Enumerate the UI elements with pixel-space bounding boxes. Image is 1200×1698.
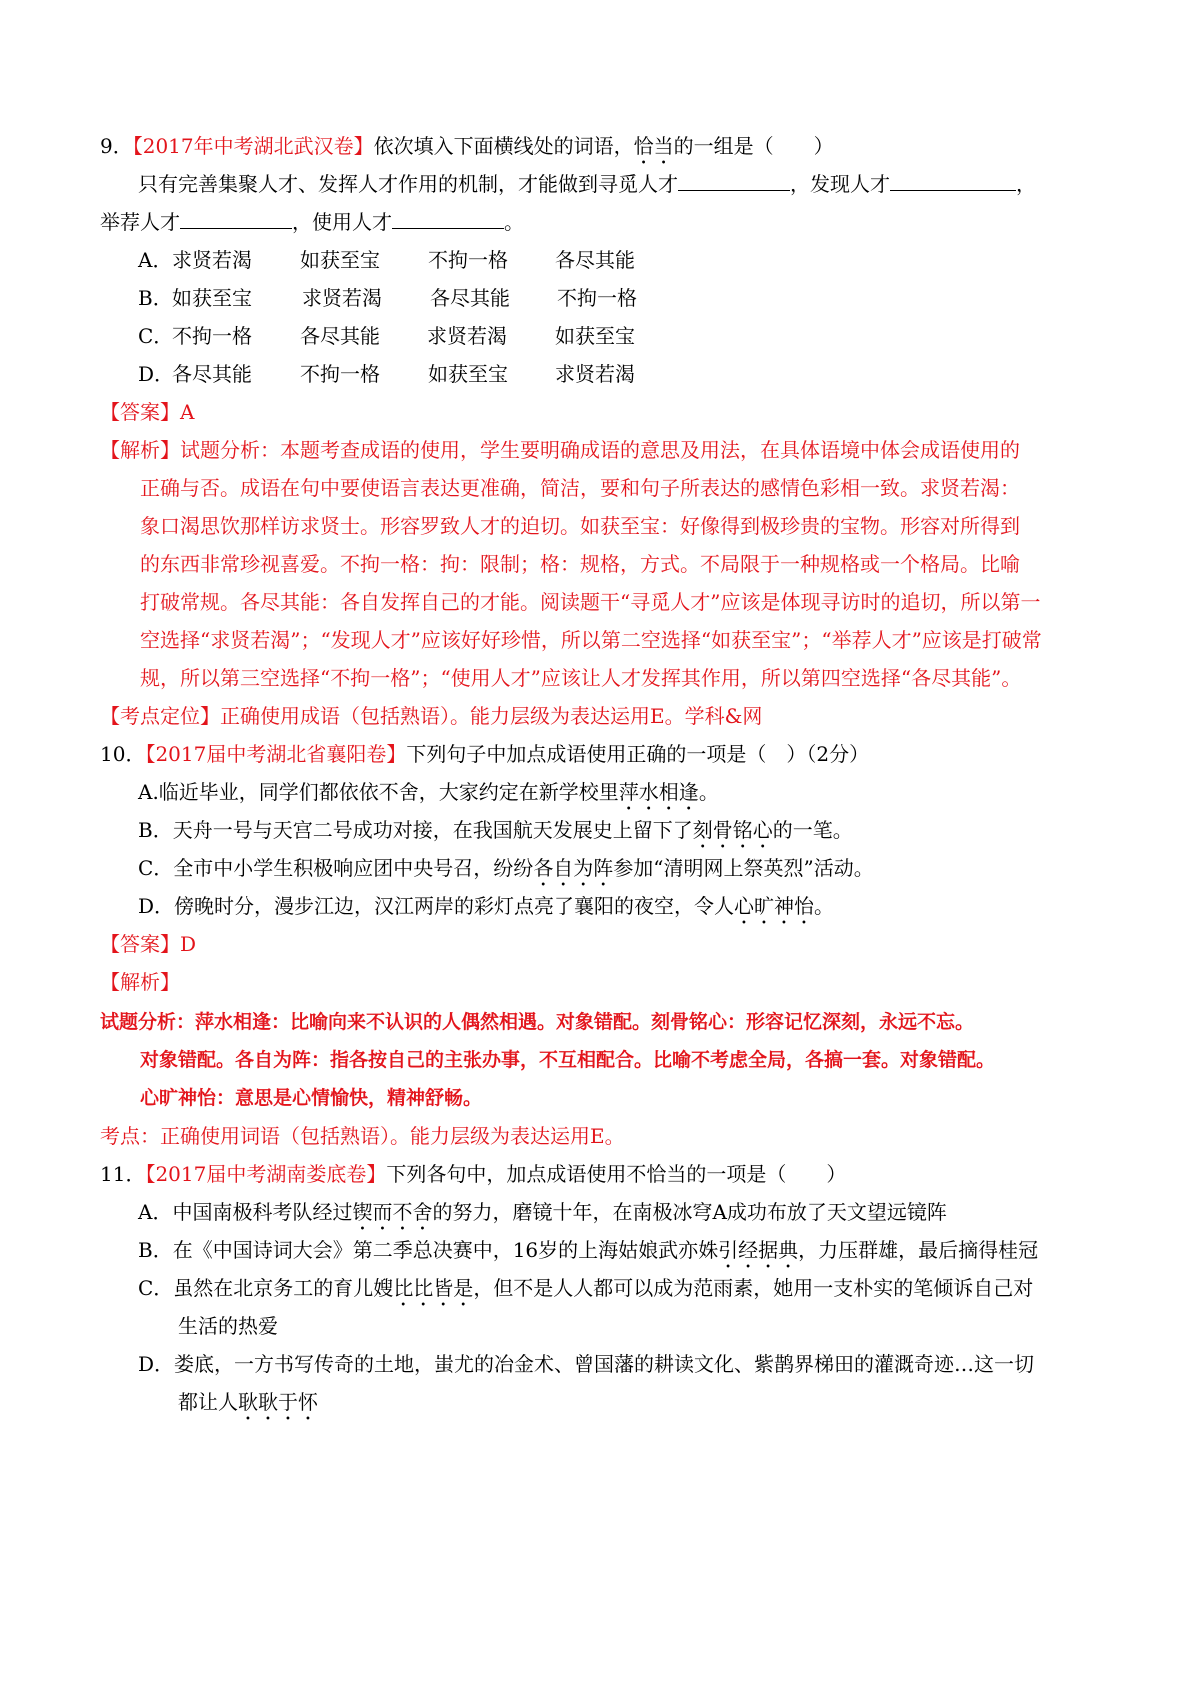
option-label: C． [138,324,174,348]
q9-passage-text-3: ， [1016,172,1036,196]
option-word: 各尽其能 [300,324,380,348]
option-text: ，力压群雄，最后摘得桂冠 [798,1238,1039,1262]
analysis-text: 正确与否。成语在句中要使语言表达更准确，简洁，要和句子所表达的感情色彩相一致。求贤若渴： [140,476,1020,500]
analysis-text: 打破常规。各尽其能：各自发挥自己的才能。阅读题干“寻觅人才”应该是体现寻访时的追切，所以第一 [140,590,1041,614]
option-word: 求贤若渴 [427,324,507,348]
q11-option-a [138,1198,947,1235]
option-label: B． [138,286,173,310]
option-text: D．傍晚时分，漫步江边，汉江两岸的彩灯点亮了襄阳的夜空，令人 [138,894,735,918]
q9-passage-text: 只有完善集聚人才、发挥人才作用的机制，才能做到寻觅人才 [138,172,678,196]
dotted-idiom: 耿耿于怀 [238,1390,318,1414]
point-text: 正确使用成语（包括熟语）。能力层级为表达运用E。学科&网 [220,704,763,728]
analysis-text: 空选择“求贤若渴”；“发现人才”应该好好珍惜，所以第二空选择“如获至宝”；“举荐人才”应该是打破常 [140,628,1042,652]
dotted-idiom: 比比皆是 [393,1276,474,1300]
option-word: 求贤若渴 [172,248,252,272]
option-text: 的努力，磨镜十年，在南极冰穹A成功布放了天文望远镜阵 [432,1200,947,1224]
analysis-text: 的东西非常珍视喜爱。不拘一格：拘：限制；格：规格，方式。不局限于一种规格或一个格局。比喻 [140,552,1020,576]
q10-analysis-label: 【解析】 [100,970,180,994]
option-label: D． [138,362,175,386]
option-text: A．中国南极科考队经过 [138,1200,353,1224]
option-word: 求贤若渴 [555,362,635,386]
option-word: 如获至宝 [300,248,380,272]
option-text: A.临近毕业，同学们都依依不舍，大家约定在新学校里 [138,780,619,804]
option-word: 不拘一格 [428,248,508,272]
q10-stem [100,740,869,768]
q10-number: 10． [100,742,146,766]
q11-option-b [138,1236,1038,1273]
option-word: 不拘一格 [300,362,380,386]
dotted-idiom: 各自为阵 [533,856,614,880]
q10-option-c [138,854,874,891]
q11-option-d [138,1350,1034,1378]
option-text: 。 [698,780,719,804]
option-text: C．虽然在北京务工的育儿嫂 [138,1276,394,1300]
q9-source: 【2017年中考湖北武汉卷】 [132,134,374,158]
dotted-idiom: 刻骨铭心 [692,818,773,842]
answer-value: A [180,400,195,424]
option-text: 都让人 [178,1390,238,1414]
option-word: 如获至宝 [428,362,508,386]
option-text: C．全市中小学生积极响应团中央号召，纷纷 [138,856,534,880]
q9-passage-text-6: 。 [504,210,524,234]
answer-label: 【答案】 [100,932,180,956]
analysis-text: 试题分析：本题考查成语的使用，学生要明确成语的意思及用法，在具体语境中体会成语使用的 [180,438,1020,462]
point-label: 【考点定位】 [100,704,220,728]
q9-passage-text-4: 举荐人才 [100,210,180,234]
option-word: 如获至宝 [555,324,635,348]
q9-passage-text-5: ，使用人才 [292,210,392,234]
analysis-text: 规，所以第三空选择“不拘一格”；“使用人才”应该让人才发挥其作用，所以第四空选择“各尽其能”。 [140,666,1022,690]
fill-blank-1 [678,170,790,191]
q9-answer [100,398,194,426]
q10-source: 【2017届中考湖北省襄阳卷】 [145,742,407,766]
dotted-idiom: 引经据典 [718,1238,799,1262]
option-text: 。 [814,894,835,918]
q10-stem-text: 下列句子中加点成语使用正确的一项是（ ）（2分） [406,742,870,766]
fill-blank-2 [890,170,1016,191]
fill-blank-3 [180,208,292,229]
q10-option-d [138,892,834,929]
fill-blank-4 [392,208,504,229]
q11-number: 11． [100,1162,146,1186]
q9-analysis-line-1 [100,436,1020,464]
option-text: B．天舟一号与天宫二号成功对接，在我国航天发展史上留下了 [138,818,693,842]
option-word: 各尽其能 [430,286,510,310]
q11-option-d-cont [178,1388,318,1425]
q9-point [100,702,762,730]
q9-stem-text: 依次填入下面横线处的词语， [373,134,634,158]
option-word: 如获至宝 [172,286,252,310]
q10-option-a [138,778,719,815]
option-text: D．娄底，一方书写传奇的土地，蚩尤的冶金术、曾国藩的耕读文化、紫鹊界梯田的灌溉奇迹…这一切 [138,1352,1035,1376]
q10-option-b [138,816,853,853]
analysis-label: 【解析】 [100,438,180,462]
option-word: 求贤若渴 [302,286,382,310]
q11-stem-text: 下列各句中，加点成语使用不恰当的一项是（ ） [386,1162,847,1186]
q10-point: 考点：正确使用词语（包括熟语）。能力层级为表达运用E。 [100,1124,625,1148]
dotted-idiom: 萍水相逢 [618,780,699,804]
option-label: A． [138,248,173,272]
q9-passage-line-2 [100,208,524,236]
option-word: 不拘一格 [557,286,637,310]
option-text: 参加“清明网上祭英烈”活动。 [613,856,874,880]
q9-stem [100,132,834,169]
q10-answer [100,930,196,958]
dotted-idiom: 锲而不舍 [352,1200,433,1224]
q9-stem-text-2: 的一组是（ ） [673,134,834,158]
option-text: B．在《中国诗词大会》第二季总决赛中，16岁的上海姑娘武亦姝 [138,1238,719,1262]
q11-stem [100,1160,846,1188]
q11-source: 【2017届中考湖南娄底卷】 [145,1162,387,1186]
q9-stem-dotted: 恰当 [633,134,674,158]
option-text: 的一笔。 [772,818,853,842]
answer-value: D [180,932,197,956]
analysis-text: 象口渴思饮那样访求贤士。形容罗致人才的迫切。如获至宝：好像得到极珍贵的宝物。形容对所得到 [140,514,1020,538]
option-word: 各尽其能 [555,248,635,272]
q9-passage-text-2: ，发现人才 [790,172,890,196]
option-word: 各尽其能 [172,362,252,386]
analysis-text: 对象错配。各自为阵：指各按自己的主张办事，不互相配合。比喻不考虑全局，各搞一套。对象错配。 [140,1049,996,1071]
q11-option-c [138,1274,1033,1311]
q9-passage-line-1 [138,170,1036,198]
dotted-idiom: 心旷神怡 [734,894,815,918]
answer-label: 【答案】 [100,400,180,424]
q9-number: 9． [100,134,133,158]
q11-option-c-cont: 生活的热爱 [178,1314,278,1338]
option-word: 不拘一格 [172,324,252,348]
analysis-text: 心旷神怡：意思是心情愉快，精神舒畅。 [140,1087,483,1109]
option-text: ，但不是人人都可以成为范雨素，她用一支朴实的笔倾诉自己对 [473,1276,1034,1300]
analysis-text: 试题分析：萍水相逢：比喻向来不认识的人偶然相遇。对象错配。刻骨铭心：形容记忆深刻，永远不忘。 [100,1011,975,1033]
